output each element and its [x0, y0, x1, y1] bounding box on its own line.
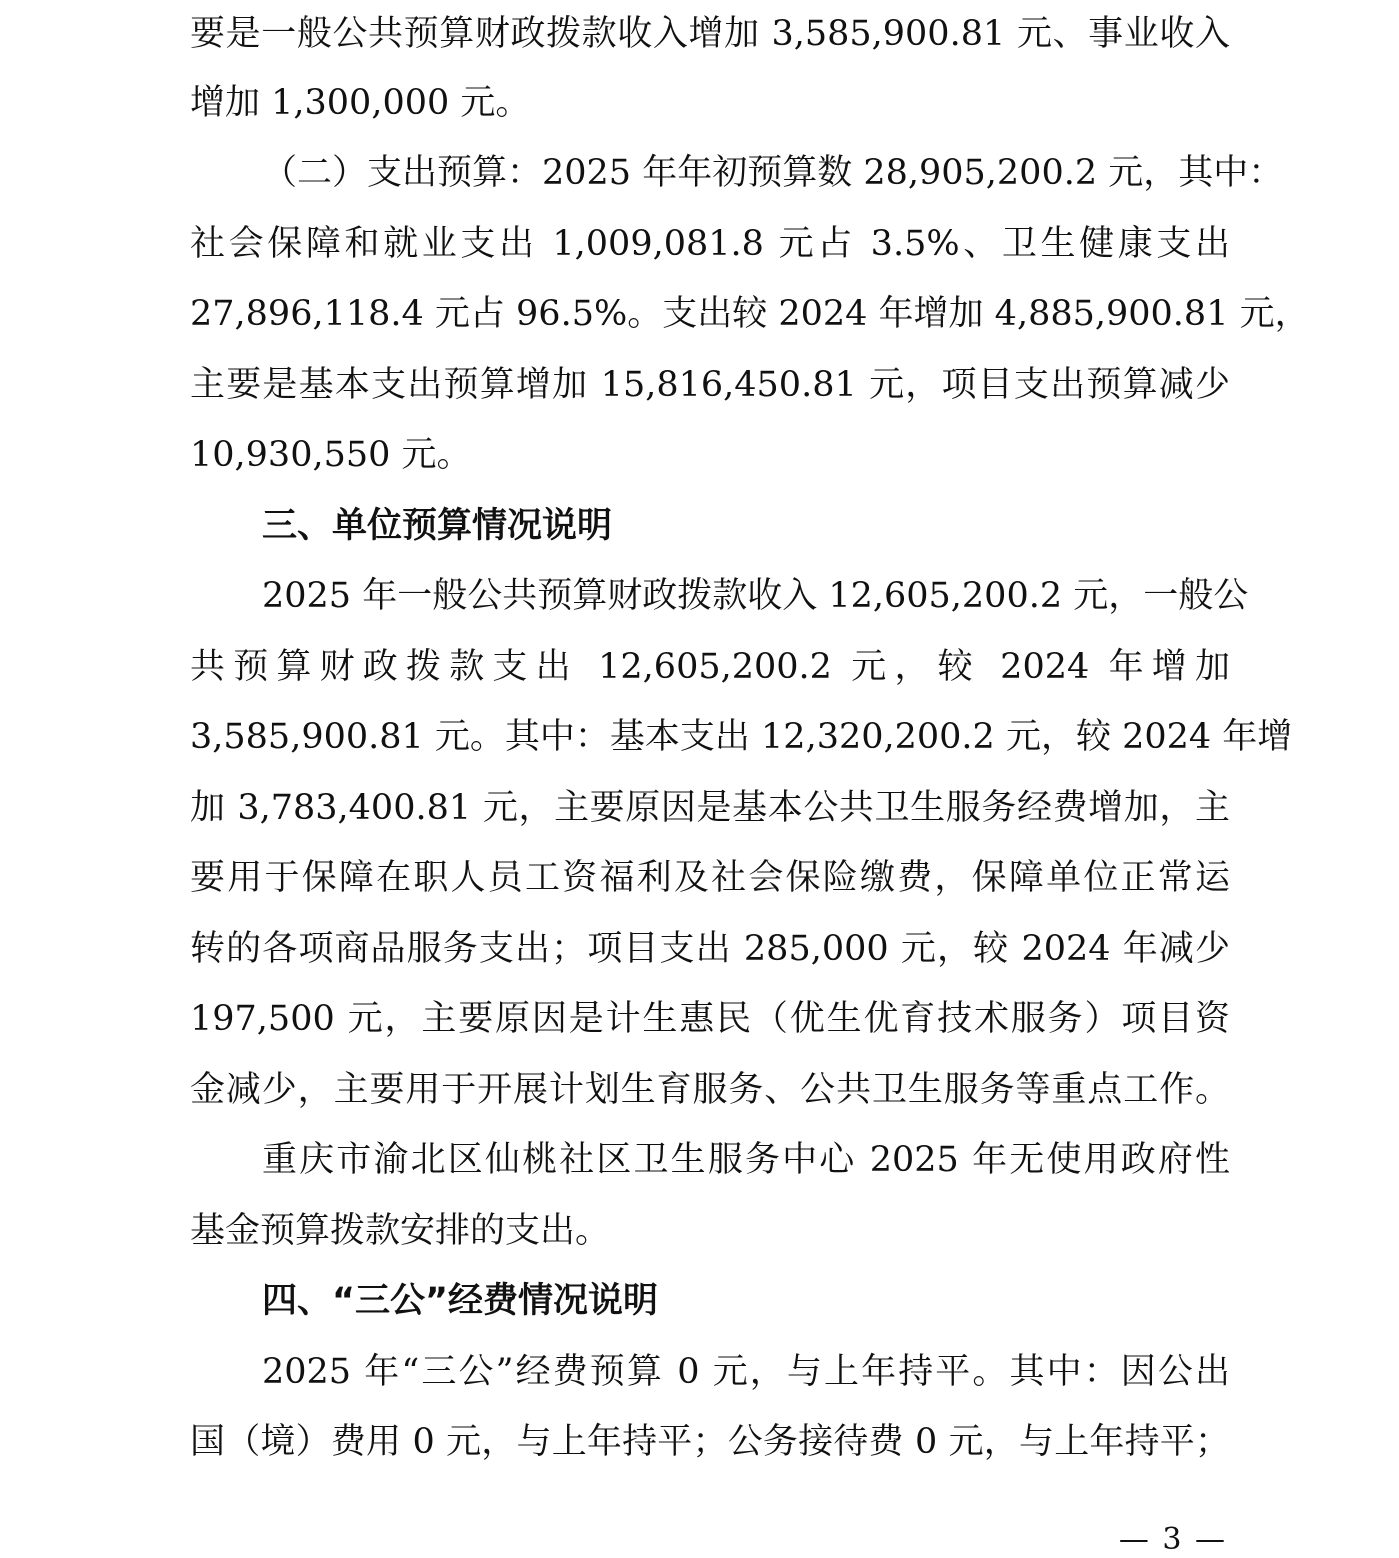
- paragraph-line: （二）支出预算：2025 年年初预算数 28,905,200.2 元，其中：: [262, 153, 1284, 193]
- paragraph-line: 2025 年“三公”经费预算 0 元，与上年持平。其中：因公出: [262, 1352, 1230, 1392]
- paragraph-line: 主要是基本支出预算增加 15,816,450.81 元，项目支出预算减少: [190, 365, 1230, 405]
- paragraph-line: 国（境）费用 0 元，与上年持平；公务接待费 0 元，与上年持平；: [190, 1422, 1230, 1462]
- paragraph-line: 重庆市渝北区仙桃社区卫生服务中心 2025 年无使用政府性: [262, 1140, 1230, 1180]
- paragraph-line: 197,500 元，主要原因是计生惠民（优生优育技术服务）项目资: [190, 999, 1230, 1039]
- page-number: — 3 —: [1118, 1522, 1227, 1557]
- paragraph-line: 增加 1,300,000 元。: [190, 83, 531, 123]
- paragraph-line: 27,896,118.4 元占 96.5%。支出较 2024 年增加 4,885,900.81 元，: [190, 294, 1310, 334]
- paragraph-line: 3,585,900.81 元。其中：基本支出 12,320,200.2 元，较 2024 年增: [190, 717, 1293, 757]
- paragraph-line: 要是一般公共预算财政拨款收入增加 3,585,900.81 元、事业收入: [190, 14, 1230, 54]
- paragraph-line: 转的各项商品服务支出；项目支出 285,000 元，较 2024 年减少: [190, 929, 1230, 969]
- section-heading: 四、“三公”经费情况说明: [262, 1281, 659, 1321]
- paragraph-line: 社会保障和就业支出 1,009,081.8 元占 3.5%、卫生健康支出: [190, 224, 1230, 264]
- paragraph-line: 10,930,550 元。: [190, 435, 472, 475]
- paragraph-line: 要用于保障在职人员工资福利及社会保险缴费，保障单位正常运: [190, 858, 1230, 898]
- paragraph-line: 金减少，主要用于开展计划生育服务、公共卫生服务等重点工作。: [190, 1070, 1230, 1110]
- paragraph-line: 共预算财政拨款支出 12,605,200.2 元，较 2024 年增加: [190, 647, 1230, 687]
- paragraph-line: 加 3,783,400.81 元，主要原因是基本公共卫生服务经费增加，主: [190, 788, 1230, 828]
- section-heading: 三、单位预算情况说明: [262, 506, 613, 546]
- paragraph-line: 基金预算拨款安排的支出。: [190, 1211, 611, 1251]
- paragraph-line: 2025 年一般公共预算财政拨款收入 12,605,200.2 元，一般公: [262, 576, 1249, 616]
